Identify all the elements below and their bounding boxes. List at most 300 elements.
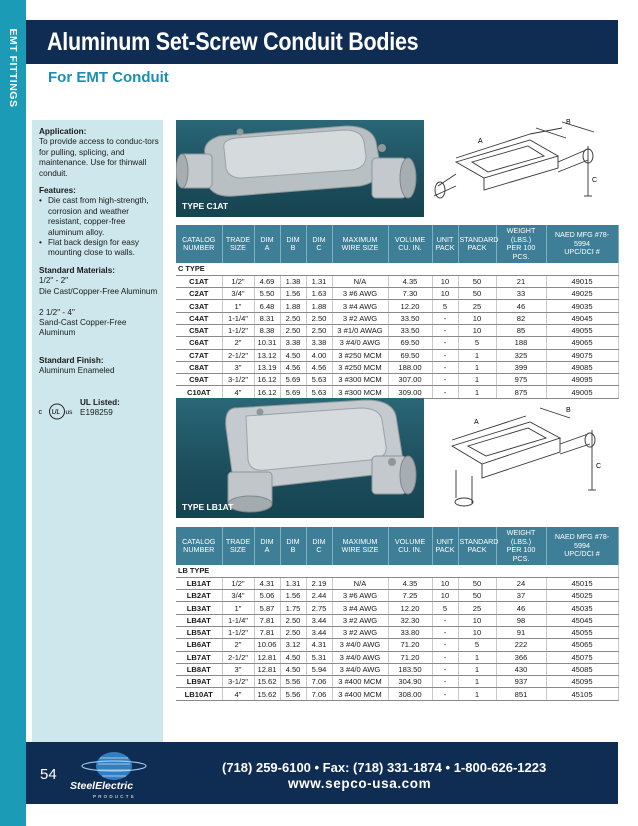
features-block	[39, 186, 161, 259]
table-cell: 15.62	[254, 688, 280, 700]
table-cell: 3 #2 AWG	[332, 614, 388, 626]
table-cell: 33.80	[388, 626, 432, 638]
table-cell: 13.12	[254, 349, 280, 361]
table-cell: 1	[458, 386, 496, 398]
ul-block	[80, 398, 120, 418]
table-cell: 4.50	[280, 663, 306, 675]
table-cell: 2-1/2"	[222, 651, 254, 663]
table-cell: 15.62	[254, 676, 280, 688]
column-header-line-1: TRADE	[225, 234, 251, 244]
type-label: C TYPE	[176, 263, 618, 275]
table-cell: 10	[432, 275, 458, 287]
table-cell: 5.63	[306, 386, 332, 398]
table-cell: 3 #300 MCM	[332, 386, 388, 398]
table-cell: 3 #250 MCM	[332, 349, 388, 361]
catalog-number-cell: LB10AT	[176, 688, 222, 700]
table-cell: 307.00	[388, 374, 432, 386]
column-header	[432, 527, 458, 565]
column-header	[176, 527, 222, 565]
lb-dim-label-b: B	[566, 407, 571, 414]
table-cell: -	[432, 349, 458, 361]
table-cell: 12.20	[388, 300, 432, 312]
ul-mark-ul: UL	[51, 409, 61, 416]
table-cell: 4.35	[388, 577, 432, 589]
table-cell: 45045	[546, 614, 618, 626]
column-header-line-1: DIM	[312, 536, 326, 546]
column-header	[254, 225, 280, 263]
column-header-line-1: DIM	[286, 234, 300, 244]
table-cell: 7.06	[306, 688, 332, 700]
materials-block	[39, 266, 161, 339]
table-cell: 3 #6 AWG	[332, 590, 388, 602]
column-header-line-1: STANDARD	[459, 234, 499, 244]
table-cell: 1	[458, 374, 496, 386]
table-cell: -	[432, 374, 458, 386]
application-heading: Application:	[39, 127, 87, 136]
table-cell: 4.35	[388, 275, 432, 287]
dim-label-a: A	[478, 138, 483, 145]
table-cell: 1	[458, 676, 496, 688]
lb-dim-label-a: A	[474, 419, 479, 426]
table-cell: 3-1/2"	[222, 676, 254, 688]
page-subtitle: For EMT Conduit	[48, 69, 169, 86]
column-header-line-1: UNIT	[436, 234, 454, 244]
column-header-line-2: WIRE SIZE	[341, 545, 379, 554]
table-cell: 46	[496, 602, 546, 614]
table-cell: 13.19	[254, 361, 280, 373]
brand-subtitle: PRODUCTS	[93, 794, 136, 799]
column-header-line-2: A	[264, 243, 270, 252]
table-cell: 1.75	[280, 602, 306, 614]
table-row	[176, 374, 618, 386]
table-cell: 10.31	[254, 337, 280, 349]
column-header	[432, 225, 458, 263]
table-cell: 45065	[546, 639, 618, 651]
table-cell: N/A	[332, 275, 388, 287]
table-cell: 1.88	[306, 300, 332, 312]
column-header-line-2: A	[264, 545, 270, 554]
column-header-line-2: PACK	[435, 243, 455, 252]
table-cell: 3.44	[306, 626, 332, 638]
feature-item: • Die cast from high-strength, corrosion and weather resistant, copper-free aluminum alloy.	[39, 196, 161, 238]
table-row	[176, 651, 618, 663]
catalog-number-cell: C5AT	[176, 324, 222, 336]
column-header-line-2: CU. IN.	[398, 545, 422, 554]
table-row	[176, 639, 618, 651]
table-cell: 69.50	[388, 349, 432, 361]
c-dimension-drawing-icon	[426, 116, 618, 220]
application-block	[39, 127, 161, 179]
table-cell: 46	[496, 300, 546, 312]
table-cell: 5	[458, 337, 496, 349]
column-header-line-1: VOLUME	[394, 536, 426, 546]
type-label: LB TYPE	[176, 565, 618, 577]
application-text: To provide access to conduc-tors for pulling, splicing, and maintenance. Use for thinwall conduit.	[39, 137, 159, 178]
column-header	[546, 225, 618, 263]
table-cell: 24	[496, 577, 546, 589]
column-header	[222, 225, 254, 263]
table-cell: 5	[432, 602, 458, 614]
column-header-line-2: C	[316, 545, 322, 554]
product-photo-lb1at	[176, 398, 424, 518]
table-cell: -	[432, 688, 458, 700]
materials-desc-1: Die Cast/Copper-Free Aluminum	[39, 286, 158, 296]
table-cell: 3-1/2"	[222, 374, 254, 386]
column-header-line-2: C	[316, 243, 322, 252]
table-cell: 1	[458, 651, 496, 663]
table-cell: 21	[496, 275, 546, 287]
table-cell: 2.50	[306, 324, 332, 336]
table-cell: 49015	[546, 275, 618, 287]
features-list	[39, 196, 161, 258]
table-cell: 8.38	[254, 324, 280, 336]
table-cell: 82	[496, 312, 546, 324]
table-cell: 5.31	[306, 651, 332, 663]
table-row	[176, 337, 618, 349]
column-header	[388, 225, 432, 263]
catalog-number-cell: C7AT	[176, 349, 222, 361]
table-cell: 3 #4/0 AWG	[332, 651, 388, 663]
column-header-line-1: DIM	[286, 536, 300, 546]
table-row	[176, 663, 618, 675]
table-cell: -	[432, 676, 458, 688]
table-cell: -	[432, 361, 458, 373]
finish-block	[39, 356, 161, 377]
table-cell: 1	[458, 349, 496, 361]
table-cell: 3 #4/0 AWG	[332, 663, 388, 675]
materials-range-1: 1/2" - 2"	[39, 276, 69, 286]
table-cell: 37	[496, 590, 546, 602]
table-cell: 50	[458, 577, 496, 589]
table-cell: 7.81	[254, 626, 280, 638]
table-cell: 3 #4 AWG	[332, 602, 388, 614]
table-cell: 1-1/2"	[222, 626, 254, 638]
table-cell: 4.50	[280, 651, 306, 663]
table-cell: 6.48	[254, 300, 280, 312]
photo-label-lb1at: TYPE LB1AT	[182, 502, 234, 512]
table-cell: 2.50	[306, 312, 332, 324]
table-cell: 1.63	[306, 288, 332, 300]
column-header	[332, 527, 388, 565]
table-cell: 5.69	[280, 386, 306, 398]
table-row	[176, 288, 618, 300]
table-cell: 33.50	[388, 324, 432, 336]
catalog-number-cell: LB4AT	[176, 614, 222, 626]
table-cell: 1.88	[280, 300, 306, 312]
table-cell: 3 #6 AWG	[332, 288, 388, 300]
table-cell: 3"	[222, 663, 254, 675]
table-cell: 2.19	[306, 577, 332, 589]
table-cell: 25	[458, 602, 496, 614]
table-cell: 16.12	[254, 374, 280, 386]
column-header	[458, 527, 499, 565]
column-header-line-1: MAXIMUM	[342, 536, 378, 546]
table-cell: 5.69	[280, 374, 306, 386]
table-cell: 5.87	[254, 602, 280, 614]
column-header-line-2: SIZE	[230, 545, 246, 554]
table-cell: 3.12	[280, 639, 306, 651]
column-header	[280, 225, 306, 263]
features-heading: Features:	[39, 186, 76, 195]
table-row	[176, 361, 618, 373]
table-cell: 33.50	[388, 312, 432, 324]
column-header-line-2: CU. IN.	[398, 243, 422, 252]
table-cell: 25	[458, 300, 496, 312]
table-row	[176, 324, 618, 336]
table-cell: 5	[432, 300, 458, 312]
column-header-line-1: WEIGHT (LBS.)	[506, 528, 536, 546]
column-header-line-1: VOLUME	[394, 234, 426, 244]
table-cell: N/A	[332, 577, 388, 589]
table-cell: 4.31	[254, 577, 280, 589]
table-row	[176, 275, 618, 287]
side-tab	[0, 0, 26, 826]
table-cell: 3 #4/0 AWG	[332, 639, 388, 651]
table-cell: 3 #2 AWG	[332, 312, 388, 324]
table-cell: 49055	[546, 324, 618, 336]
table-cell: 3/4"	[222, 288, 254, 300]
column-header	[254, 527, 280, 565]
ul-mark-us: us	[65, 409, 73, 416]
website-link[interactable]: www.sepco-usa.com	[288, 776, 432, 791]
table-row	[176, 614, 618, 626]
table-cell: 10	[458, 614, 496, 626]
table-row	[176, 349, 618, 361]
photo-label-c1at: TYPE C1AT	[182, 201, 229, 211]
table-cell: 49065	[546, 337, 618, 349]
ul-heading: UL Listed:	[80, 398, 120, 407]
table-cell: 49085	[546, 361, 618, 373]
table-cell: 4"	[222, 688, 254, 700]
table-cell: 7.06	[306, 676, 332, 688]
table-cell: 45075	[546, 651, 618, 663]
catalog-number-cell: LB9AT	[176, 676, 222, 688]
lb-dimension-drawing-icon	[426, 394, 618, 524]
catalog-number-cell: LB6AT	[176, 639, 222, 651]
table-cell: 45015	[546, 577, 618, 589]
catalog-number-cell: C8AT	[176, 361, 222, 373]
table-cell: 10.06	[254, 639, 280, 651]
table-cell: 49095	[546, 374, 618, 386]
column-header-line-2: UPC/DCI #	[564, 247, 600, 257]
catalog-number-cell: LB5AT	[176, 626, 222, 638]
catalog-number-cell: LB8AT	[176, 663, 222, 675]
catalog-number-cell: C2AT	[176, 288, 222, 300]
column-header-line-1: DIM	[312, 234, 326, 244]
table-cell: 3 #250 MCM	[332, 361, 388, 373]
column-header-line-1: TRADE	[225, 536, 251, 546]
table-cell: 2.75	[306, 602, 332, 614]
table-cell: 1-1/4"	[222, 614, 254, 626]
table-cell: 1	[458, 688, 496, 700]
catalog-number-cell: C4AT	[176, 312, 222, 324]
table-cell: 45085	[546, 663, 618, 675]
ul-listed-mark-icon	[38, 403, 76, 420]
table-cell: 1/2"	[222, 275, 254, 287]
table-cell: -	[432, 614, 458, 626]
column-header-line-2: NUMBER	[183, 243, 215, 252]
table-row	[176, 300, 618, 312]
table-cell: 1"	[222, 602, 254, 614]
table-cell: 2.50	[280, 626, 306, 638]
table-cell: 975	[496, 374, 546, 386]
table-cell: 45035	[546, 602, 618, 614]
catalog-number-cell: C6AT	[176, 337, 222, 349]
table-row	[176, 312, 618, 324]
table-cell: 304.90	[388, 676, 432, 688]
column-header-line-2: PER 100 PCS.	[506, 243, 536, 261]
table-cell: 1-1/4"	[222, 312, 254, 324]
materials-range-2: 2 1/2" - 4"	[39, 307, 75, 317]
table-cell: 2.50	[280, 614, 306, 626]
table-cell: 49025	[546, 288, 618, 300]
table-cell: 3 #400 MCM	[332, 688, 388, 700]
table-cell: 50	[458, 275, 496, 287]
column-header-line-1: CATALOG	[182, 234, 216, 244]
finish-heading: Standard Finish:	[39, 356, 104, 365]
brand-name: SteelElectric	[70, 780, 134, 792]
table-cell: -	[432, 663, 458, 675]
table-cell: 10	[458, 312, 496, 324]
catalog-number-cell: LB2AT	[176, 590, 222, 602]
table-cell: 7.81	[254, 614, 280, 626]
column-header-line-2: NUMBER	[183, 545, 215, 554]
table-cell: 4.00	[306, 349, 332, 361]
table-cell: 1.56	[280, 590, 306, 602]
table-cell: 1-1/2"	[222, 324, 254, 336]
table-cell: 3 #2 AWG	[332, 626, 388, 638]
column-header-line-1: DIM	[260, 536, 274, 546]
table-header-row	[176, 527, 618, 565]
column-header	[458, 225, 499, 263]
column-header	[280, 527, 306, 565]
c-type-spec-table	[176, 225, 619, 399]
finish-text: Aluminum Enameled	[39, 366, 115, 376]
page-title: Aluminum Set-Screw Conduit Bodies	[47, 28, 419, 56]
column-header-line-2: PACK	[435, 545, 455, 554]
table-cell: 10	[432, 590, 458, 602]
table-cell: 325	[496, 349, 546, 361]
table-cell: 183.50	[388, 663, 432, 675]
table-cell: -	[432, 312, 458, 324]
table-cell: 1"	[222, 300, 254, 312]
table-cell: 49075	[546, 349, 618, 361]
table-cell: 5.94	[306, 663, 332, 675]
column-header-line-1: UNIT	[436, 536, 454, 546]
table-cell: 222	[496, 639, 546, 651]
table-cell: 5.06	[254, 590, 280, 602]
table-cell: -	[432, 651, 458, 663]
table-cell: -	[432, 386, 458, 398]
column-header-line-2: SIZE	[230, 243, 246, 252]
table-cell: 98	[496, 614, 546, 626]
table-cell: 69.50	[388, 337, 432, 349]
table-cell: 3.38	[280, 337, 306, 349]
table-cell: 875	[496, 386, 546, 398]
table-cell: 10	[432, 577, 458, 589]
table-cell: 49035	[546, 300, 618, 312]
column-header	[496, 527, 546, 565]
table-cell: 3 #400 MCM	[332, 676, 388, 688]
table-cell: 4.31	[306, 639, 332, 651]
table-cell: -	[432, 337, 458, 349]
table-cell: 1.31	[306, 275, 332, 287]
catalog-number-cell: LB7AT	[176, 651, 222, 663]
table-cell: 45025	[546, 590, 618, 602]
table-cell: 4.56	[306, 361, 332, 373]
table-cell: 3.38	[306, 337, 332, 349]
table-cell: 937	[496, 676, 546, 688]
table-cell: 2"	[222, 639, 254, 651]
table-cell: 851	[496, 688, 546, 700]
table-row	[176, 688, 618, 700]
column-header-line-1: WEIGHT (LBS.)	[506, 226, 536, 244]
catalog-number-cell: C3AT	[176, 300, 222, 312]
column-header-line-2: UPC/DCI #	[564, 549, 600, 559]
table-cell: 10	[458, 626, 496, 638]
column-header-line-1: NAED MFG #78-5994	[554, 230, 610, 248]
table-cell: 4.50	[280, 349, 306, 361]
materials-desc-2: Sand-Cast Copper-Free Aluminum	[39, 318, 127, 338]
table-cell: 45105	[546, 688, 618, 700]
column-header-line-1: STANDARD	[459, 536, 499, 546]
ul-number: E198259	[80, 408, 113, 417]
table-row	[176, 602, 618, 614]
column-header	[496, 225, 546, 263]
column-header-line-2: WIRE SIZE	[341, 243, 379, 252]
table-cell: 2.50	[280, 312, 306, 324]
table-cell: 5.63	[306, 374, 332, 386]
contact-numbers: (718) 259-6100 • Fax: (718) 331-1874 • 1-800-626-1223	[222, 760, 547, 775]
table-cell: 7.30	[388, 288, 432, 300]
dim-label-b: B	[566, 119, 571, 126]
table-cell: 309.00	[388, 386, 432, 398]
table-cell: 33	[496, 288, 546, 300]
table-cell: 4"	[222, 386, 254, 398]
table-cell: 8.31	[254, 312, 280, 324]
table-cell: 1/2"	[222, 577, 254, 589]
table-row	[176, 577, 618, 589]
column-header-line-2: PER 100 PCS.	[506, 545, 536, 563]
column-header	[546, 527, 618, 565]
catalog-number-cell: LB3AT	[176, 602, 222, 614]
table-header-row	[176, 225, 618, 263]
table-cell: 50	[458, 590, 496, 602]
table-cell: 12.20	[388, 602, 432, 614]
ul-mark-c: c	[38, 409, 42, 416]
column-header	[332, 225, 388, 263]
type-row	[176, 565, 618, 577]
table-cell: 2.50	[280, 324, 306, 336]
product-photo-c1at	[176, 120, 424, 217]
table-cell: 1.31	[280, 577, 306, 589]
table-cell: 5.50	[254, 288, 280, 300]
lb-type-spec-table	[176, 527, 619, 701]
table-cell: -	[432, 639, 458, 651]
table-cell: 1	[458, 663, 496, 675]
column-header	[306, 527, 332, 565]
catalog-number-cell: C1AT	[176, 275, 222, 287]
catalog-number-cell: C9AT	[176, 374, 222, 386]
table-cell: 50	[458, 288, 496, 300]
column-header	[176, 225, 222, 263]
steelelectric-logo-icon	[64, 748, 164, 800]
table-cell: 2"	[222, 337, 254, 349]
table-cell: 45095	[546, 676, 618, 688]
table-cell: 1.38	[280, 275, 306, 287]
catalog-number-cell: LB1AT	[176, 577, 222, 589]
feature-item: • Flat back design for easy mounting close to walls.	[39, 238, 161, 259]
